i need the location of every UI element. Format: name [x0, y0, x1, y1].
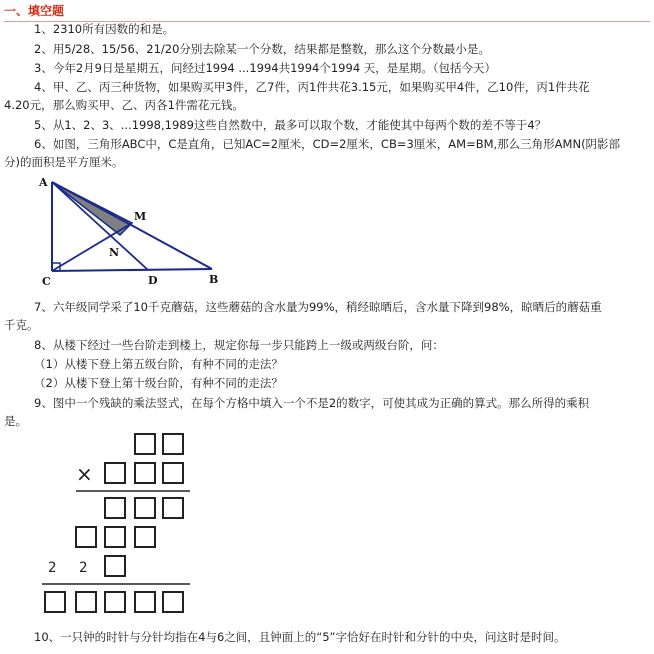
digit-box — [105, 592, 125, 612]
label-d: D — [148, 274, 158, 287]
label-b: B — [209, 273, 219, 286]
digit-box — [163, 498, 183, 518]
label-m: M — [134, 210, 147, 223]
digit-2-first: 2 — [48, 560, 57, 576]
digit-box — [105, 527, 125, 547]
digit-box — [105, 556, 125, 576]
digit-box — [135, 592, 155, 612]
question-1: 1、2310所有因数的和是。 — [34, 22, 175, 36]
digit-box — [163, 463, 183, 483]
question-8-part-1: （1）从楼下登上第五级台阶，有种不同的走法？ — [34, 357, 283, 371]
shaded-triangle-amn — [52, 182, 132, 235]
question-6-line-1: 6、如图，三角形ABC中，C是直角，已知AC=2厘米，CD=2厘米，CB=3厘米，AM=BM,那么三角形AMN(阴影部 — [34, 137, 621, 151]
question-8: 8、从楼下经过一些台阶走到楼上，规定你每一步只能跨上一级或两级台阶，问： — [34, 338, 444, 352]
multiplication-figure — [40, 432, 210, 622]
digit-box — [105, 463, 125, 483]
digit-box — [76, 527, 96, 547]
triangle-figure — [36, 172, 236, 292]
question-10: 10、一只钟的时针与分针均指在4与6之间，且钟面上的“5”字恰好在时针和分针的中央，问这时是时间。 — [34, 630, 566, 644]
label-a: A — [39, 176, 48, 189]
label-n: N — [109, 246, 120, 259]
question-6-line-2: 分)的面积是平方厘米。 — [4, 155, 124, 169]
question-7-line-1: 7、六年级同学采了10千克蘑菇，这些蘑菇的含水量为99%，稍经晾晒后，含水量下降到98%，晾晒后的蘑菇重 — [34, 300, 602, 314]
digit-box — [45, 592, 65, 612]
question-3: 3、今年2月9日是星期五，问经过1994 ...1994共1994个1994 天，是星期。（包括今天） — [34, 61, 497, 75]
digit-box — [163, 434, 183, 454]
digit-box — [76, 592, 96, 612]
question-4-line-1: 4、甲、乙、丙三种货物，如果购买甲3件，乙7件，丙1件共花3.15元，如果购买甲4件，乙10件，丙1件共花 — [34, 80, 590, 94]
question-7-line-2: 千克。 — [4, 318, 39, 332]
times-sign: × — [76, 462, 93, 486]
digit-box — [135, 463, 155, 483]
label-c: C — [42, 275, 51, 288]
question-4-line-2: 4.20元，那么购买甲、乙、丙各1件需花元钱。 — [4, 98, 244, 112]
digit-box — [105, 498, 125, 518]
question-8-part-2: （2）从楼下登上第十级台阶，有种不同的走法？ — [34, 376, 283, 390]
segment-cm — [52, 223, 132, 271]
question-5: 5、从1、2、3、...1998,1989这些自然数中，最多可以取个数，才能使其中每两个数的差不等于4？ — [34, 118, 547, 132]
question-9-line-2: 是。 — [4, 414, 27, 428]
digit-box — [135, 527, 155, 547]
digit-2-second: 2 — [79, 560, 88, 576]
digit-box — [135, 434, 155, 454]
question-2: 2、用5/28、15/56、21/20分别去除某一个分数，结果都是整数，那么这个分数最小是。 — [34, 42, 490, 56]
digit-box — [163, 592, 183, 612]
question-9-line-1: 9、图中一个残缺的乘法竖式，在每个方格中填入一个不是2的数字，可使其成为正确的算式。那么所得的乘积 — [34, 396, 590, 410]
section-title: 一、填空题 — [4, 2, 650, 22]
digit-box — [135, 498, 155, 518]
side-cb — [52, 269, 212, 271]
